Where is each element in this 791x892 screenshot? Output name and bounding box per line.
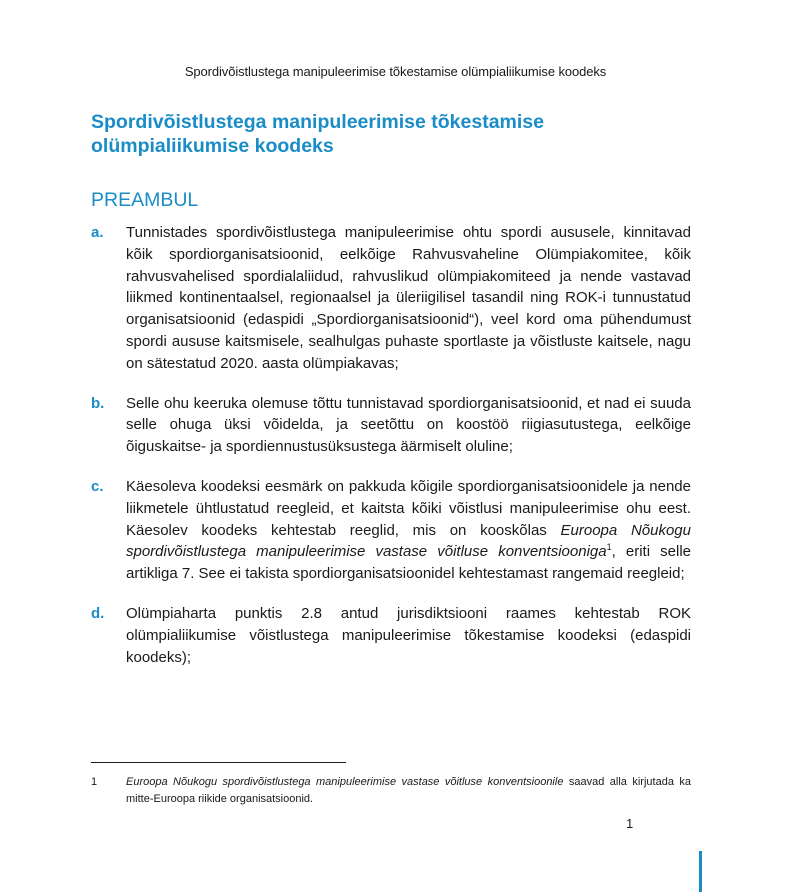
footnote-mark: 1 [91,776,98,788]
footnote-convention-title: Euroopa Nõukogu spordivõistlustega manipuleerimise vastase võitluse konventsioonile [126,776,564,788]
page-number: 1 [626,816,634,831]
document-title [91,110,651,158]
document-title-line-1: Spordivõistlustega manipuleerimise tõkestamise [91,111,544,133]
list-item [91,222,691,375]
list-item [91,603,691,668]
footnote-text [126,774,691,808]
footnote [91,774,691,808]
list-item [91,393,691,458]
item-letter: c. [91,477,104,495]
item-letter: d. [91,604,105,622]
item-letter: a. [91,224,104,241]
item-letter: b. [91,394,105,412]
footnote-reference[interactable]: 1 [606,542,612,553]
list-item [91,476,691,585]
document-title-line-2: olümpialiikumise koodeks [91,135,334,157]
item-text-part: Käesoleva koodeksi eesmärk on pakkuda kõigile spordiorganisatsioonidele ja nende liikmetele ühtlustatud reegleid, et kaitsta kõiki võistlusi manipuleerimise ohu eest. Käesolev koodeks kehtestab reeglid, mis on kooskõlas [126,477,691,539]
item-text: Tunnistades spordivõistlustega manipuleerimise ohtu spordi aususele, kinnitavad kõik spordiorganisatsioonid, eelkõige Rahvusvaheline Olümpiakomitee, kõik rahvusvahelised spordialaliidud, rahvuslikud olümpiakomiteed ja nende vastavad liikmed kontinentaalsel, regionaalsel ja üleriigilisel tasandil ning ROK-i tunnustatud organisatsioonid (edaspidi „Spordiorganisatsioonid“), veel kord oma pühendumust spordi aususe kaitsmisele, sealhulgas puhaste sportlaste ja võistluste kaitsele, nagu on sätestatud 2020. aasta olümpiakavas; [126,224,691,372]
section-heading-preambul: PREAMBUL [91,189,199,211]
convention-title: Euroopa Nõukogu spordivõistlustega manipuleerimise vastase võitluse konventsiooniga [126,521,691,561]
item-text [126,476,691,585]
item-text-part: , eriti selle artikliga 7. See ei takista spordiorganisatsioonidel kehtestamast rangemaid reegleid; [126,543,691,583]
item-text: Selle ohu keeruka olemuse tõttu tunnistavad spordiorganisatsioonid, et nad ei suuda selle ohuga üksi võidelda, ja seetõttu on koostöö riigiasutustega, eelkõige õiguskaitse- ja spordiennustusüksustega äärmiselt oluline; [126,394,691,456]
page-edge-accent-bar [699,851,702,892]
item-text: Olümpiaharta punktis 2.8 antud jurisdiktsiooni raames kehtestab ROK olümpialiikumise võistlustega manipuleerimise tõkestamise koodeksi (edaspidi koodeks); [126,604,691,666]
footnote-separator [91,762,346,763]
preamble-list [91,222,691,686]
running-header: Spordivõistlustega manipuleerimise tõkestamise olümpialiikumise koodeks [184,64,607,79]
footnote-text-part: saavad alla kirjutada ka mitte-Euroopa riikide organisatsioonid. [126,776,691,805]
